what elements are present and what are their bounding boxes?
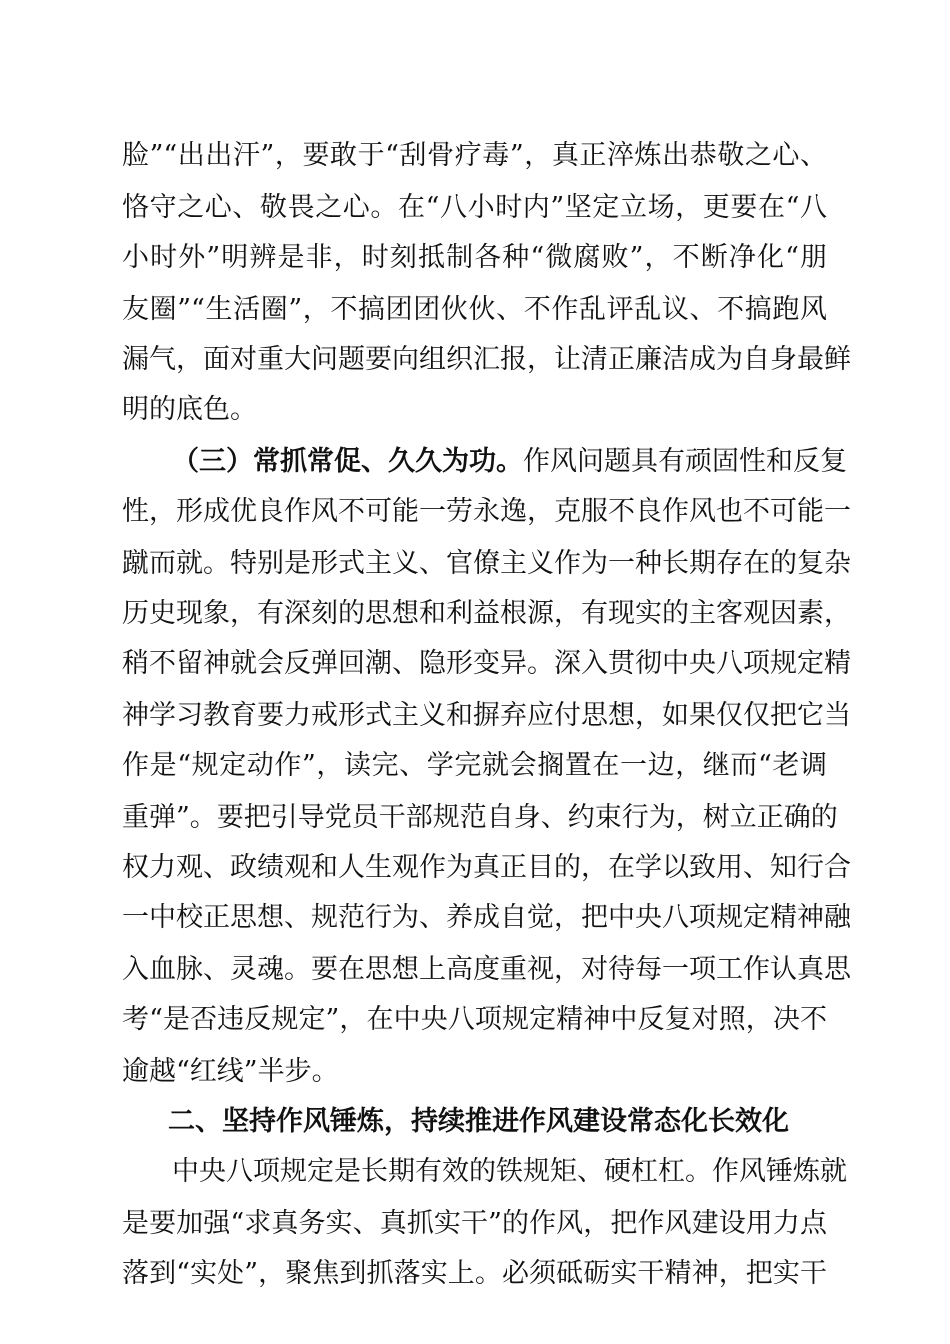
section-heading: 二、坚持作风锤炼，持续推进作风建设常态化长效化: [168, 1106, 789, 1137]
paragraph-line: 历史现象，有深刻的思想和利益根源，有现实的主客观因素，: [122, 598, 851, 629]
paragraph-line: 一中校正思想、规范行为、养成自觉，把中央八项规定精神融: [122, 902, 851, 933]
paragraph-line: 落到“实处”，聚焦到抓落实上。必须砥砺实干精神，把实干: [122, 1258, 827, 1289]
paragraph-first-line: [172, 444, 847, 480]
paragraph-first-line: 中央八项规定是长期有效的铁规矩、硬杠杠。作风锤炼就: [172, 1156, 847, 1187]
paragraph-text: 作风问题具有顽固性和反复: [523, 446, 847, 477]
paragraph-line: 恪守之心、敬畏之心。在“八小时内”坚定立场，更要在“八: [122, 192, 827, 223]
paragraph-line: 是要加强“求真务实、真抓实干”的作风，把作风建设用力点: [122, 1208, 827, 1239]
paragraph-line: 稍不留神就会反弹回潮、隐形变异。深入贯彻中央八项规定精: [122, 648, 851, 679]
paragraph-line: 明的底色。: [122, 394, 257, 425]
paragraph-line: 友圈”“生活圈”，不搞团团伙伙、不作乱评乱议、不搞跑风: [122, 294, 827, 325]
paragraph-line: 入血脉、灵魂。要在思想上高度重视，对待每一项工作认真思: [122, 954, 851, 985]
paragraph-line: 神学习教育要力戒形式主义和摒弃应付思想，如果仅仅把它当: [122, 700, 851, 731]
paragraph-line: 重弹”。要把引导党员干部规范自身、约束行为，树立正确的: [122, 802, 838, 833]
paragraph-line: 逾越“红线”半步。: [122, 1056, 339, 1087]
paragraph-line: 脸”“出出汗”，要敢于“刮骨疗毒”，真正淬炼出恭敬之心、: [122, 140, 827, 171]
paragraph-line: 权力观、政绩观和人生观作为真正目的，在学以致用、知行合: [122, 852, 851, 883]
paragraph-line: 性，形成优良作风不可能一劳永逸，克服不良作风也不可能一: [122, 496, 851, 527]
paragraph-line: 考“是否违反规定”，在中央八项规定精神中反复对照，决不: [122, 1004, 827, 1035]
subsection-lead: （三）常抓常促、久久为功。: [172, 446, 523, 477]
paragraph-line: 蹴而就。特别是形式主义、官僚主义作为一种长期存在的复杂: [122, 548, 851, 579]
paragraph-line: 小时外”明辨是非，时刻抵制各种“微腐败”，不断净化“朋: [122, 242, 827, 273]
paragraph-line: 漏气，面对重大问题要向组织汇报，让清正廉洁成为自身最鲜: [122, 344, 851, 375]
paragraph-line: 作是“规定动作”，读完、学完就会搁置在一边，继而“老调: [122, 750, 827, 781]
